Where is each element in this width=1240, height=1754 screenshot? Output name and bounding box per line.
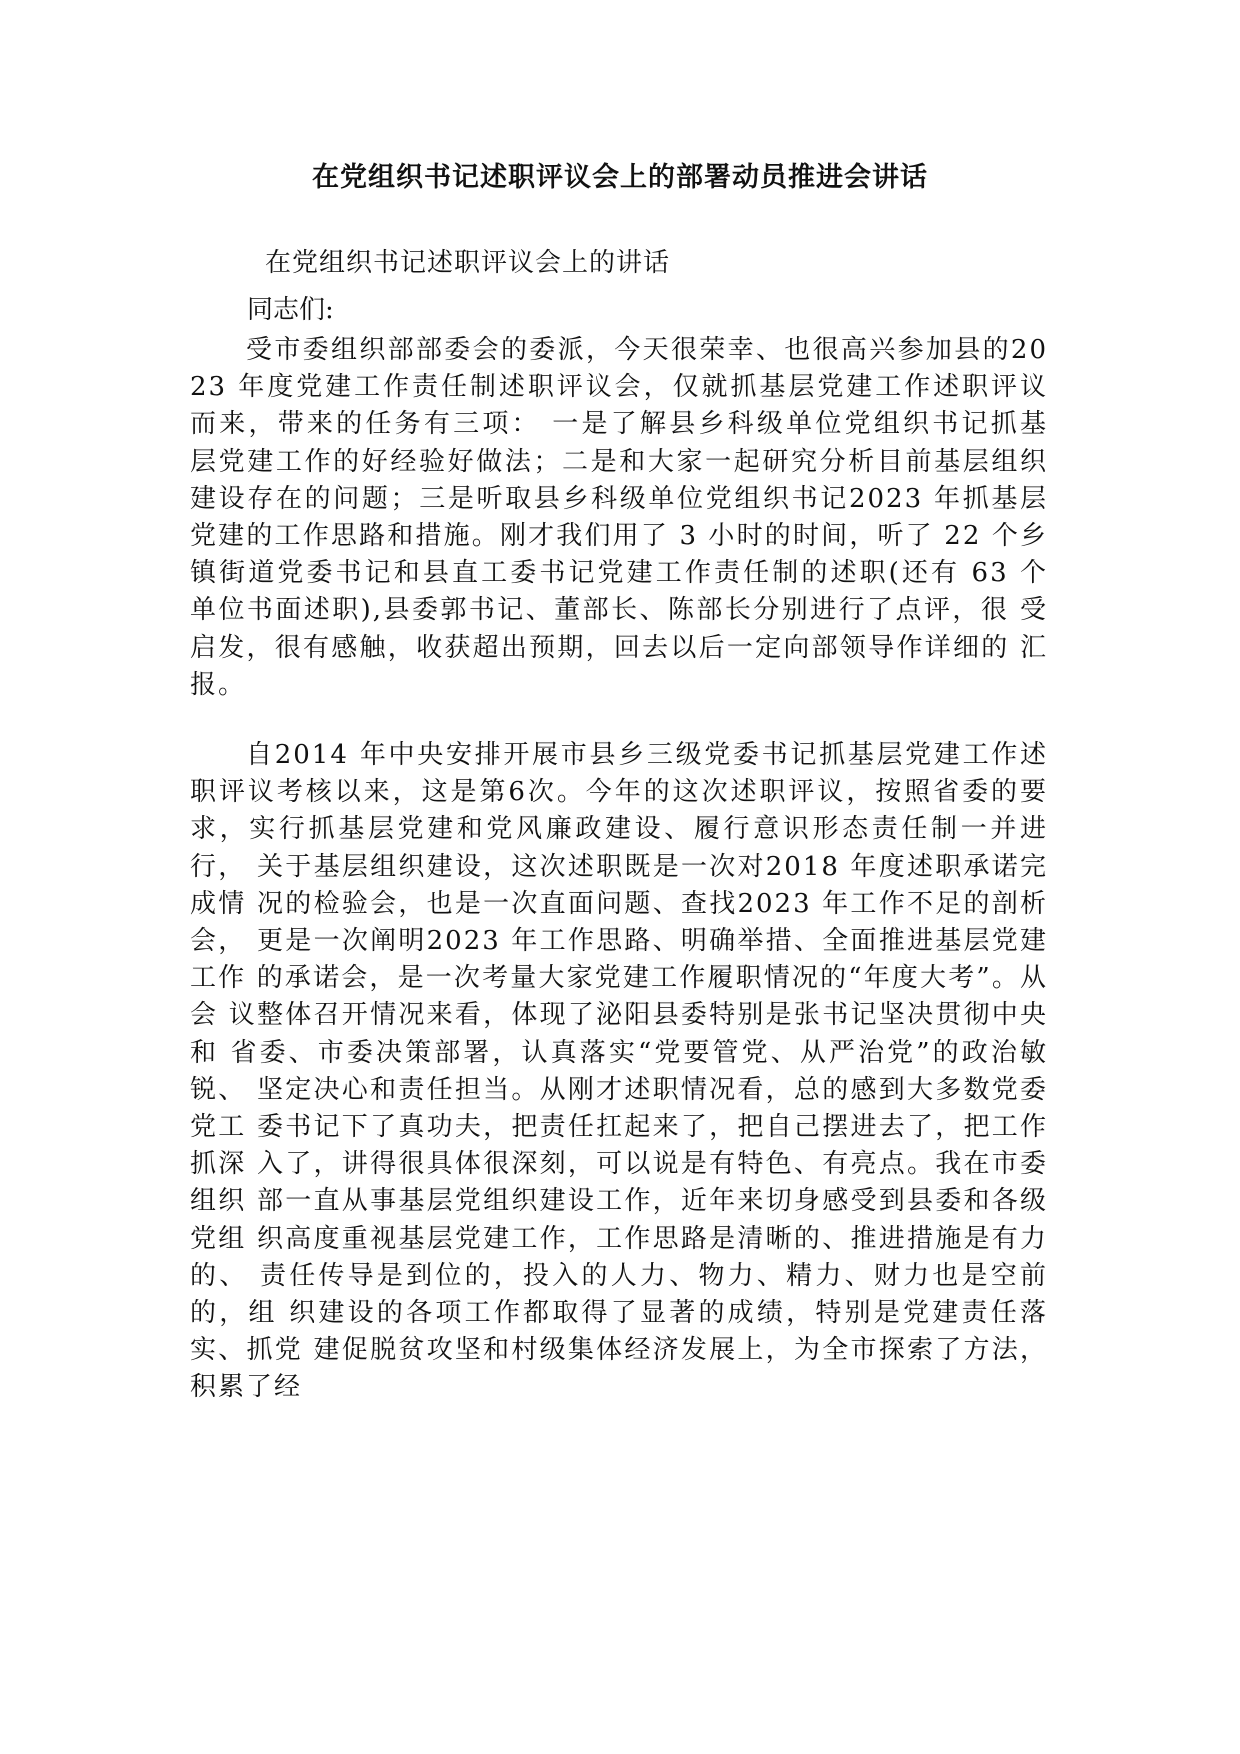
document-title: 在党组织书记述职评议会上的部署动员推进会讲话 [312, 162, 928, 193]
document-subtitle: 在党组织书记述职评议会上的讲话 [265, 248, 671, 278]
body-paragraph: 受市委组织部部委会的委派，今天很荣幸、也很高兴参加县的2023 年度党建工作责任制述职评议会，仅就抓基层党建工作述职评议而来，带来的任务有三项： 一是了解县乡科级单位党组织书记抓基 层党建工作的好经验好做法；二是和大家一起研究分析目前基层组织 建设存在的问题；三是听取县乡科级单位党组织书记2023 年抓基层 党建的工作思路和措施。刚才我们用了 3 小时的时间，听了 22 个乡 镇街道党委书记和县直工委书记党建工作责任制的述职(还有 63 个 单位书面述职),县委郭书记、董部长、陈部长分别进行了点评，很 受启发，很有感触，收获超出预期，回去以后一定向部领导作详细的 汇报。 [190, 335, 1048, 700]
salutation: 同志们: [247, 295, 334, 325]
body-paragraph: 自2014 年中央安排开展市县乡三级党委书记抓基层党建工作述职评议考核以来，这是第6次。今年的这次述职评议，按照省委的要求，实行抓基层党建和党风廉政建设、履行意识形态责任制一并进行， 关于基层组织建设，这次述职既是一次对2018 年度述职承诺完成情 况的检验会，也是一次直面问题、查找2023 年工作不足的剖析会， 更是一次阐明2023 年工作思路、明确举措、全面推进基层党建工作 的承诺会，是一次考量大家党建工作履职情况的“年度大考”。从会 议整体召开情况来看，体现了泌阳县委特别是张书记坚决贯彻中央和 省委、市委决策部署，认真落实“党要管党、从严治党”的政治敏锐、 坚定决心和责任担当。从刚才述职情况看，总的感到大多数党委党工 委书记下了真功夫，把责任扛起来了，把自己摆进去了，把工作抓深 入了，讲得很具体很深刻，可以说是有特色、有亮点。我在市委组织 部一直从事基层党组织建设工作，近年来切身感受到县委和各级党组 织高度重视基层党建工作，工作思路是清晰的、推进措施是有力的、 责任传导是到位的，投入的人力、物力、精力、财力也是空前的，组 织建设的各项工作都取得了显著的成绩，特别是党建责任落实、抓党 建促脱贫攻坚和村级集体经济发展上，为全市探索了方法，积累了经 [190, 740, 1048, 1403]
